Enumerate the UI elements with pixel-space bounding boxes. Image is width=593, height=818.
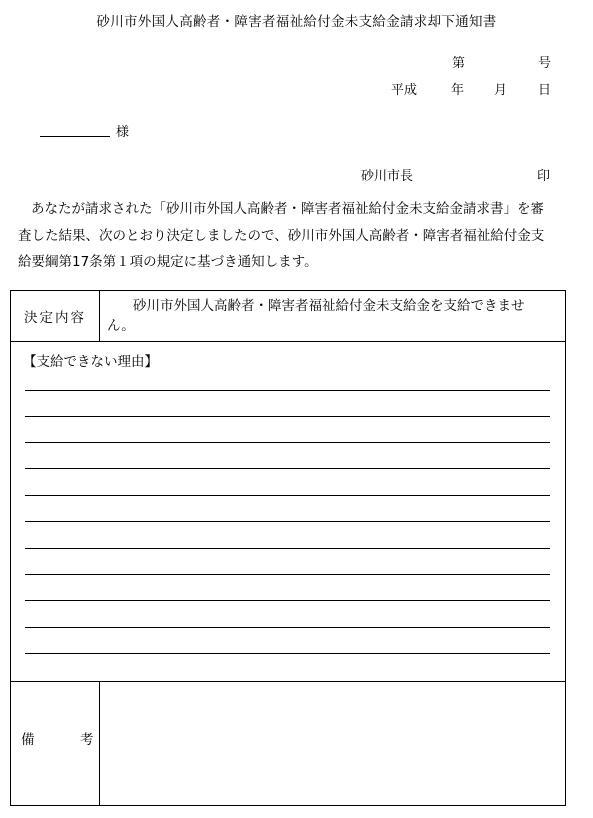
reason-line[interactable] [25, 468, 550, 469]
addressee-honorific: 様 [116, 125, 130, 140]
notes-label-char: 備 [21, 732, 35, 748]
reason-line[interactable] [25, 548, 550, 549]
issuer-seal: 印 [537, 169, 551, 184]
decision-text-line: 砂川市外国人高齢者・障害者福祉給付金未支給金を支給できませ [133, 298, 525, 314]
reason-line[interactable] [25, 390, 550, 391]
decision-label: 決定内容 [11, 291, 100, 341]
decision-table [10, 290, 566, 806]
notes-label-char: 考 [80, 732, 94, 748]
date-month: 月 [494, 83, 508, 98]
notes-field[interactable] [100, 682, 565, 806]
reason-section [11, 341, 565, 682]
date-year: 年 [451, 83, 465, 98]
reason-line[interactable] [25, 495, 550, 496]
reason-line[interactable] [25, 600, 550, 601]
notice-body-line: あなたが請求された「砂川市外国人高齢者・障害者福祉給付金未支給金請求書」を審 [31, 201, 544, 217]
reason-line[interactable] [25, 442, 550, 443]
reason-heading: 【支給できない理由】 [23, 354, 158, 370]
addressee-name-line [40, 136, 110, 137]
reason-line[interactable] [25, 627, 550, 628]
notes-label [11, 682, 100, 806]
reason-line[interactable] [25, 416, 550, 417]
decision-text-line: ん。 [107, 318, 135, 334]
date-era: 平成 [391, 83, 418, 98]
notice-body-line: 査した結果、次のとおり決定しましたので、砂川市外国人高齢者・障害者福祉給付金支 [18, 227, 545, 244]
date-day: 日 [538, 83, 552, 98]
decision-text [107, 296, 557, 336]
doc-number-suffix: 号 [538, 56, 552, 71]
notes-row [11, 682, 565, 806]
reason-line[interactable] [25, 653, 550, 654]
doc-number-prefix: 第 [452, 56, 466, 71]
notice-body-line: 給要綱第17条第１項の規定に基づき通知します。 [18, 254, 318, 270]
issuer-name: 砂川市長 [361, 169, 414, 184]
document-title: 砂川市外国人高齢者・障害者福祉給付金未支給金請求却下通知書 [96, 14, 497, 30]
reason-line[interactable] [25, 574, 550, 575]
notice-body [18, 196, 570, 276]
decision-row [11, 291, 565, 342]
reason-line[interactable] [25, 521, 550, 522]
